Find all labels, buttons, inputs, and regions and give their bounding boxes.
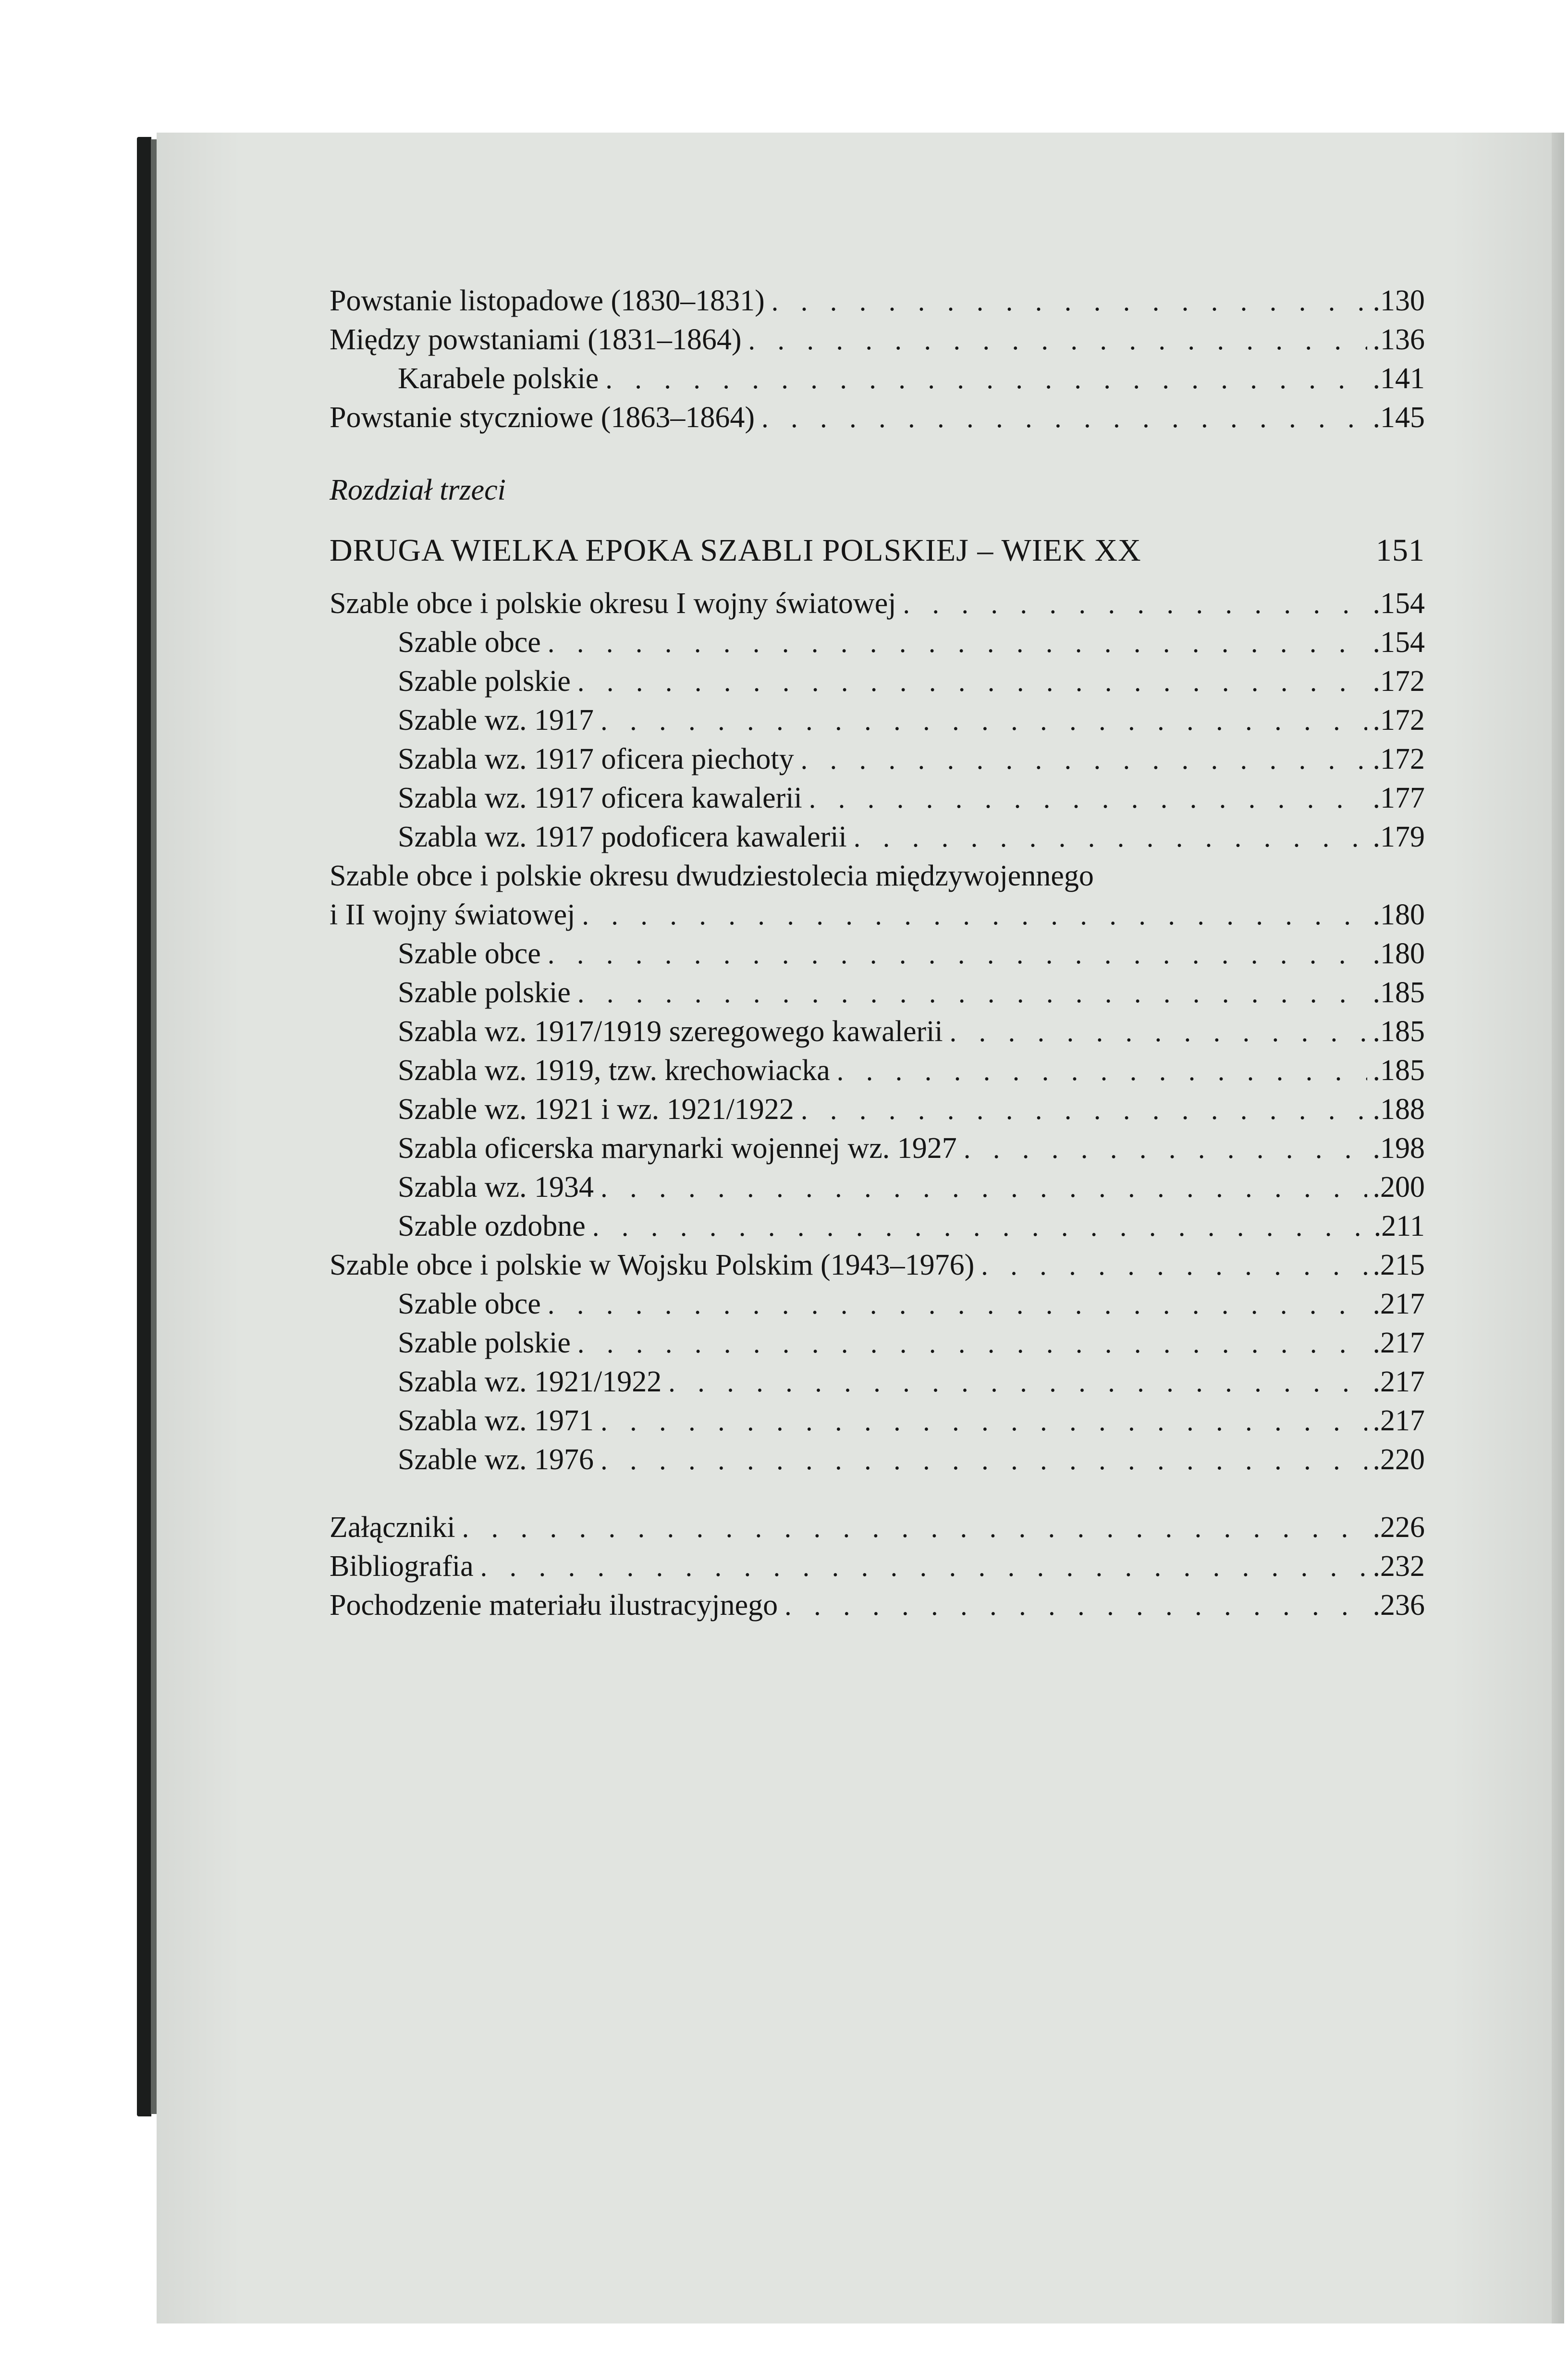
toc-entry-title: Szable obce [398,1288,541,1320]
toc-entry [330,1129,1425,1168]
dot-leader [784,1586,1367,1625]
toc-entry-page: .172 [1372,665,1425,698]
toc-section-top [330,282,1425,437]
toc-entry [330,1207,1425,1246]
dot-leader [600,1401,1367,1440]
chapter-heading [330,531,1425,570]
toc-entry-title: Załączniki [330,1511,455,1544]
toc-entry-title: Szabla wz. 1917 podoficera kawalerii [398,821,847,853]
dot-leader [950,1012,1367,1051]
toc-entry [330,1051,1425,1090]
dot-leader [854,818,1367,857]
toc-entry-page: .154 [1372,587,1425,620]
toc-entry-page: .226 [1372,1511,1425,1544]
toc-entry-page: .217 [1372,1327,1425,1359]
toc-entry-page: .145 [1372,401,1425,434]
toc-entry [330,1285,1425,1324]
toc-entry-title: Szable obce [398,626,541,659]
dot-leader [964,1129,1367,1168]
dot-leader [548,623,1367,662]
toc-entry [330,282,1425,320]
toc-entry-title: Szabla wz. 1919, tzw. krechowiacka [398,1054,830,1087]
toc-entry-title: Pochodzenie materiału ilustracyjnego [330,1589,778,1622]
dot-leader [582,896,1367,934]
toc-entry [330,1363,1425,1401]
toc-entry-title: Karabele polskie [398,362,599,395]
toc-entry-title: Szabla wz. 1917 oficera piechoty [398,743,794,775]
dot-leader [577,973,1367,1012]
toc-entry-title: Szable wz. 1976 [398,1443,594,1476]
book-page [157,133,1564,2323]
toc-section-interwar-postwar [330,934,1425,1479]
toc-entry [330,701,1425,740]
page-edge [1552,133,1564,2323]
toc-entry-title-line2: i II wojny światowej [330,898,576,931]
table-of-contents [330,282,1425,1625]
toc-entry-title: Szable wz. 1917 [398,704,594,737]
toc-entry-page: .232 [1372,1550,1425,1583]
dot-leader [809,779,1367,818]
toc-entry [330,1547,1425,1586]
toc-entry-title: Szable obce [398,937,541,970]
toc-entry-page: .188 [1372,1093,1425,1126]
toc-entry-page: .236 [1372,1589,1425,1622]
toc-entry [330,1401,1425,1440]
toc-entry-title: Między powstaniami (1831–1864) [330,323,742,356]
dot-leader [761,398,1367,437]
toc-entry-title: Szable polskie [398,976,571,1009]
toc-entry-page: .211 [1373,1210,1425,1242]
toc-entry [330,1586,1425,1625]
toc-entry-line2 [330,896,1425,934]
dot-leader [772,282,1367,320]
toc-entry-title: Szabla oficerska marynarki wojennej wz. 1927 [398,1132,957,1165]
dot-leader [981,1246,1367,1285]
toc-entry [330,1168,1425,1207]
toc-entry-title: Szable wz. 1921 i wz. 1921/1922 [398,1093,794,1126]
book-spine [137,137,151,2116]
dot-leader [577,1324,1367,1363]
toc-entry-page: .185 [1372,1054,1425,1087]
toc-entry-page: .215 [1372,1249,1425,1281]
toc-entry [330,934,1425,973]
toc-entry [330,584,1425,623]
toc-entry-page: .179 [1372,821,1425,853]
toc-entry [330,623,1425,662]
dot-leader [605,359,1367,398]
toc-entry-page: .172 [1372,704,1425,737]
toc-entry [330,662,1425,701]
chapter-label: Rozdział trzeci [330,474,506,506]
chapter-title: DRUGA WIELKA EPOKA SZABLI POLSKIEJ – WIEK XX [330,533,1141,568]
toc-entry-page: .220 [1372,1443,1425,1476]
dot-leader [577,662,1367,701]
toc-entry-page: .217 [1372,1288,1425,1320]
toc-section-ww1 [330,584,1425,857]
toc-entry-title: Szable polskie [398,665,571,698]
dot-leader [668,1363,1367,1401]
toc-entry-page: .136 [1372,323,1425,356]
toc-entry-title: Powstanie styczniowe (1863–1864) [330,401,755,434]
toc-entry [330,1012,1425,1051]
toc-entry [330,320,1425,359]
book-spine-edge [151,139,157,2114]
dot-leader [462,1508,1367,1547]
dot-leader [801,1090,1367,1129]
chapter-page-number: 151 [1376,533,1425,568]
toc-entry-title: Szable obce i polskie w Wojsku Polskim (1943–1976) [330,1249,975,1281]
toc-entry [330,1090,1425,1129]
dot-leader [600,1440,1367,1479]
toc-entry-page: .217 [1372,1365,1425,1398]
toc-entry [330,1440,1425,1479]
toc-entry [330,1246,1425,1285]
toc-entry-page: .172 [1372,743,1425,775]
toc-entry-page: .180 [1372,898,1425,931]
dot-leader [592,1207,1367,1246]
toc-entry-title: Szable ozdobne [398,1210,586,1242]
toc-entry [330,740,1425,779]
toc-entry-page: .154 [1372,626,1425,659]
toc-entry [330,1324,1425,1363]
toc-section-appendix [330,1508,1425,1625]
dot-leader [837,1051,1367,1090]
toc-entry [330,359,1425,398]
toc-entry-page: .141 [1372,362,1425,395]
toc-entry-title: Powstanie listopadowe (1830–1831) [330,284,765,317]
dot-leader [748,320,1367,359]
toc-entry-title: Szabla wz. 1917 oficera kawalerii [398,782,802,814]
toc-entry-title: Szabla wz. 1917/1919 szeregowego kawalerii [398,1015,943,1048]
dot-leader [480,1547,1367,1586]
section-gap [330,1479,1425,1508]
toc-entry-page: .198 [1372,1132,1425,1165]
dot-leader [600,701,1367,740]
toc-entry [330,973,1425,1012]
toc-entry-title: Szabla wz. 1971 [398,1404,594,1437]
toc-entry [330,398,1425,437]
toc-entry-page: .200 [1372,1171,1425,1204]
dot-leader [903,584,1367,623]
toc-entry [330,779,1425,818]
toc-entry-interwar [330,857,1425,934]
toc-entry-page: .185 [1372,976,1425,1009]
toc-entry-page: .217 [1372,1404,1425,1437]
toc-entry-title: Szable polskie [398,1327,571,1359]
toc-entry [330,1508,1425,1547]
toc-entry-title: Szabla wz. 1921/1922 [398,1365,662,1398]
toc-entry-title: Szable obce i polskie okresu I wojny światowej [330,587,896,620]
toc-entry [330,818,1425,857]
toc-entry-page: .177 [1372,782,1425,814]
dot-leader [600,1168,1367,1207]
toc-entry-page: .185 [1372,1015,1425,1048]
dot-leader [548,934,1367,973]
toc-entry-title: Szabla wz. 1934 [398,1171,594,1204]
dot-leader [548,1285,1367,1324]
toc-entry-title-line1: Szable obce i polskie okresu dwudziestolecia międzywojennego [330,860,1094,892]
toc-entry-page: .180 [1372,937,1425,970]
toc-entry-title: Bibliografia [330,1550,474,1583]
toc-entry-page: .130 [1372,284,1425,317]
dot-leader [801,740,1367,779]
